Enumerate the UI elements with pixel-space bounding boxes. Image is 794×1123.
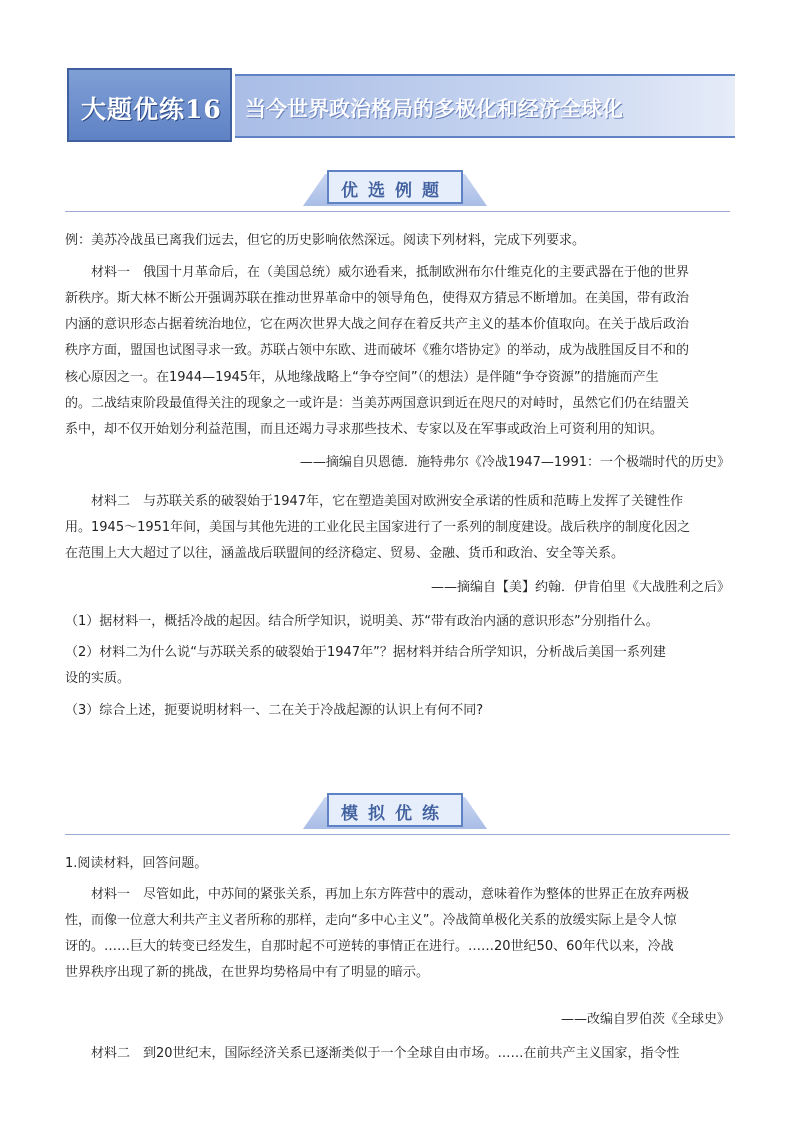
practice-m1-line: 材料一 尽管如此，中苏间的紧张关系，再加上东方阵营中的震动，意味着作为整体的世界正在放弃两极 [91,887,690,902]
practice-m1-line: 世界秩序出现了新的挑战，在世界均势格局中有了明显的暗示。 [65,965,430,980]
section-title-practice: 模拟优练 [341,804,449,824]
example-m1-line: 的。二战结束阶段最值得关注的现象之一或许是：当美苏两国意识到近在咫尺的对峙时，虽然它们仍在结盟关 [65,396,690,411]
title-banner [67,68,735,142]
practice-m1-line: 讶的。……巨大的转变已经发生，自那时起不可逆转的事情正在进行。……20世纪50、60年代以来，冷战 [65,939,674,954]
example-m2-line: 在范围上大大超过了以往，涵盖战后联盟间的经济稳定、贸易、金融、货币和政治、安全等关系。 [65,546,625,561]
example-intro: 例：美苏冷战虽已离我们远去，但它的历史影响依然深远。阅读下列材料，完成下列要求。 [65,233,586,248]
question-1: （1）据材料一，概括冷战的起因。结合所学知识，说明美、苏“带有政治内涵的意识形态”分别指什么。 [65,614,659,629]
banner-tag [67,68,232,142]
question-2-cont: 设的实质。 [65,671,131,686]
section-rule [65,834,730,835]
question-2: （2）材料二为什么说“与苏联关系的破裂始于1947年”？据材料并结合所学知识，分析战后美国一系列建 [65,645,666,660]
section-tab [303,793,487,831]
practice-intro: 1.阅读材料，回答问题。 [65,856,208,871]
example-m2-line: 用。1945～1951年间，美国与其他先进的工业化民主国家进行了一系列的制度建设。战后秩序的制度化因之 [65,520,691,535]
page-title: 当今世界政治格局的多极化和经济全球化 [245,96,623,121]
example-m1-line: 新秩序。斯大林不断公开强调苏联在推动世界革命中的领导角色，使得双方猜忌不断增加。在美国，带有政治 [65,291,690,306]
practice-m2-line: 材料二 到20世纪末，国际经济关系已逐渐类似于一个全球自由市场。……在前共产主义国家，指令性 [91,1046,680,1061]
question-3: （3）综合上述，扼要说明材料一、二在关于冷战起源的认识上有何不同? [65,703,484,718]
section-tab [303,170,487,208]
banner-bottom-rule [235,136,735,138]
practice-m1-source: ——改编自罗伯茨《全球史》 [560,1012,730,1027]
example-m2-source: ——摘编自【美】约翰．伊肯伯里《大战胜利之后》 [430,580,730,595]
example-m1-line: 核心原因之一。在1944—1945年，从地缘战略上“争夺空间”（的想法）是伴随“争夺资源”的措施而产生 [65,370,659,385]
section-header-example [65,170,730,216]
example-m2-line: 材料二 与苏联关系的破裂始于1947年，它在塑造美国对欧洲安全承诺的性质和范畴上发挥了关键性作 [91,494,684,509]
section-title-example: 优选例题 [341,181,449,201]
banner-tag-text: 大题优练16 [81,95,222,124]
example-m1-line: 系中，却不仅开始划分利益范围，而且还竭力寻求那些技术、专家以及在军事或政治上可资利用的知识。 [65,422,664,437]
banner-title-box [235,76,735,136]
section-rule [65,211,730,212]
example-m1-line: 内涵的意识形态占据着统治地位，它在两次世界大战之间存在着反共产主义的基本价值取向。在关于战后政治 [65,317,690,332]
example-m1-line: 材料一 俄国十月革命后，在（美国总统）威尔逊看来，抵制欧洲布尔什维克化的主要武器在于他的世界 [91,265,690,280]
section-header-practice [65,793,730,839]
example-m1-line: 秩序方面，盟国也试图寻求一致。苏联占领中东欧、进而破坏《雅尔塔协定》的举动，成为战胜国反目不和的 [65,343,690,358]
example-m1-source: ——摘编自贝恩德．施特弗尔《冷战1947—1991：一个极端时代的历史》 [299,455,730,470]
practice-m1-line: 性，而像一位意大利共产主义者所称的那样，走向“多中心主义”。冷战简单极化关系的放缓实际上是令人惊 [65,913,677,928]
